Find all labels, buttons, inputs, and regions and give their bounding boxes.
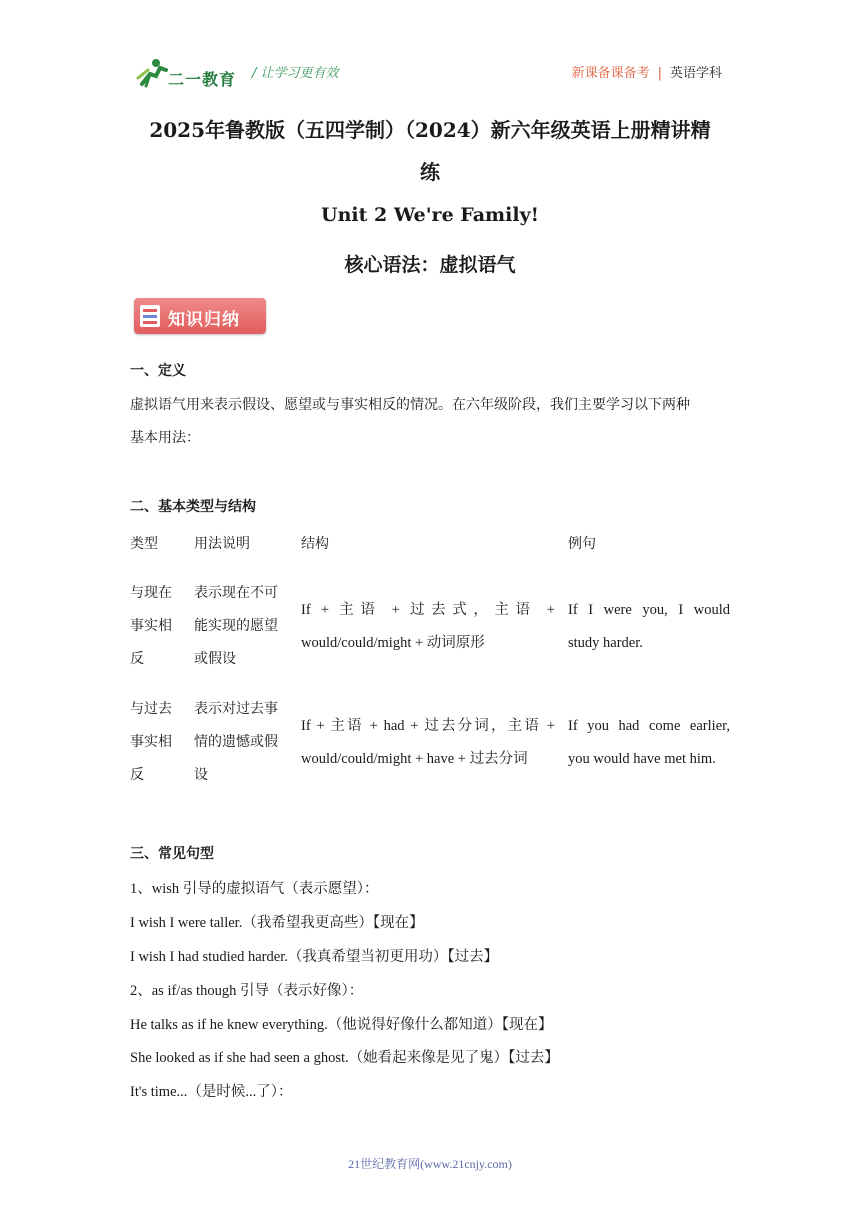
row2-type-line3: 反 xyxy=(130,767,144,783)
row1-type-line1: 与现在 xyxy=(130,585,172,601)
row1-usage-line1: 表示现在不可 xyxy=(194,585,278,601)
row2-structure-line1: If + 主语 + had + 过去分词，主语 + xyxy=(301,718,555,734)
row2-usage-line3: 设 xyxy=(194,767,208,783)
row2-example-line2: you would have met him. xyxy=(568,751,716,767)
row1-example-line2: study harder. xyxy=(568,635,643,651)
logo-text: 二一教育 xyxy=(168,70,237,89)
row2-usage-line1: 表示对过去事 xyxy=(194,701,278,717)
section-heading-types: 二、基本类型与结构 xyxy=(130,499,256,515)
row1-usage-line3: 或假设 xyxy=(194,651,236,667)
topic-title: 核心语法：虚拟语气 xyxy=(344,254,516,276)
pattern-line: It's time...（是时候...了）： xyxy=(130,1084,293,1100)
row2-usage-line2: 情的遗憾或假 xyxy=(194,734,278,750)
definition-text-line1: 虚拟语气用来表示假设、愿望或与事实相反的情况。在六年级阶段，我们主要学习以下两种 xyxy=(130,397,690,413)
document-title-continued: 练 xyxy=(420,160,440,184)
header-subject xyxy=(572,62,722,81)
page-header xyxy=(130,52,730,90)
header-separator: | xyxy=(657,66,662,81)
page-footer: 21世纪教育网(www.21cnjy.com) xyxy=(348,1157,512,1171)
section-heading-patterns: 三、常见句型 xyxy=(130,846,214,862)
row2-structure-line2: would/could/might + have + 过去分词 xyxy=(301,751,528,767)
pattern-line: He talks as if he knew everything.（他说得好像什么都知道）【现在】 xyxy=(130,1017,553,1033)
document-title: 2025年鲁教版（五四学制）（2024）新六年级英语上册精讲精 xyxy=(149,118,711,142)
pattern-line: I wish I had studied harder.（我真希望当初更用功）【过去】 xyxy=(130,949,499,965)
badge-label: 知识归纳 xyxy=(168,310,240,330)
pattern-line: She looked as if she had seen a ghost.（她看起来像是见了鬼）【过去】 xyxy=(130,1050,559,1066)
table-header-structure: 结构 xyxy=(301,536,329,552)
definition-text-line2: 基本用法： xyxy=(130,430,200,446)
logo xyxy=(130,56,242,90)
section-heading-definition: 一、定义 xyxy=(130,363,186,379)
row2-type-line1: 与过去 xyxy=(130,701,172,717)
row1-type-line3: 反 xyxy=(130,651,144,667)
pattern-line: 2、as if/as though 引导（表示好像）： xyxy=(130,983,364,999)
book-icon xyxy=(140,305,160,327)
table-header-usage: 用法说明 xyxy=(194,536,250,552)
pattern-line: 1、wish 引导的虚拟语气（表示愿望）： xyxy=(130,881,379,897)
row2-example-line1: If you had come earlier, xyxy=(568,718,730,734)
row2-type-line2: 事实相 xyxy=(130,734,172,750)
header-subject-label: 英语学科 xyxy=(669,66,722,81)
row1-structure-line1: If + 主语 + 过去式，主语 + xyxy=(301,602,555,618)
row1-example-line1: If I were you, I would xyxy=(568,602,730,618)
row1-usage-line2: 能实现的愿望 xyxy=(194,618,278,634)
runner-logo-icon xyxy=(136,58,170,88)
row1-structure-line2: would/could/might + 动词原形 xyxy=(301,635,485,651)
row1-type-line2: 事实相 xyxy=(130,618,172,634)
header-course-label: 新课备课备考 xyxy=(571,66,650,81)
pattern-line: I wish I were taller.（我希望我更高些）【现在】 xyxy=(130,915,424,931)
table-header-type: 类型 xyxy=(130,536,158,552)
unit-title: Unit 2 We're Family! xyxy=(321,204,539,226)
slogan: / 让学习更有效 xyxy=(252,66,339,81)
knowledge-summary-badge xyxy=(134,298,266,334)
table-header-example: 例句 xyxy=(568,536,596,552)
